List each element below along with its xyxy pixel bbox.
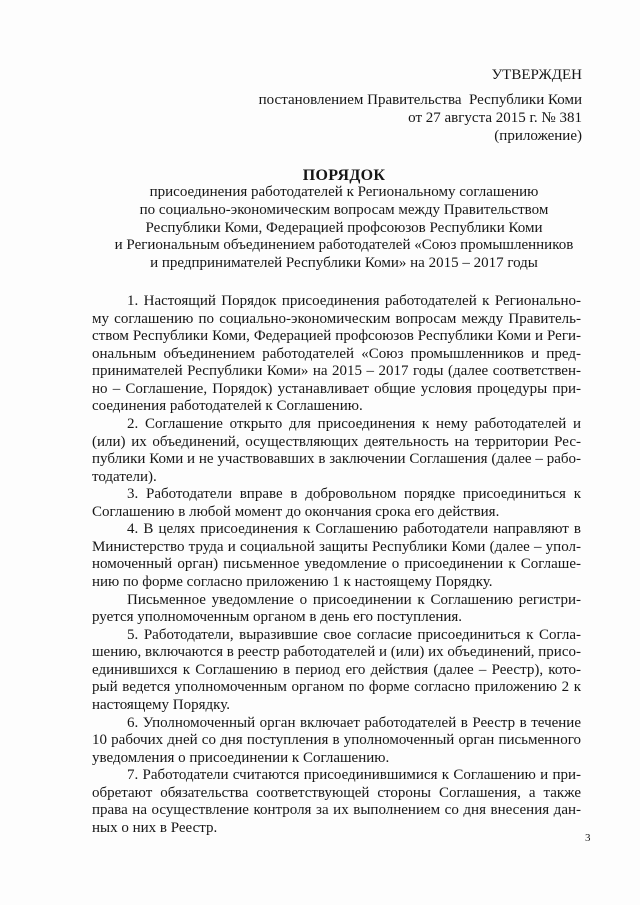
- paragraph-line: ональным объединением работодателей «Союз промышленников и пред-: [92, 345, 581, 362]
- paragraph-line: Соглашению в любой момент до окончания срока его действия.: [92, 503, 500, 520]
- paragraph: [92, 592, 581, 627]
- paragraph: [92, 627, 581, 715]
- paragraph-line: 2. Соглашение открыто для присоединения к нему работодателей и: [127, 415, 581, 432]
- document-body: [92, 293, 581, 837]
- paragraph: [92, 416, 581, 486]
- paragraph-line: тодатели).: [92, 468, 157, 485]
- paragraph-line: Письменное уведомление о присоединении к Соглашению регистри-: [127, 591, 581, 608]
- appendix-label: (приложение): [494, 128, 582, 144]
- paragraph-line: (или) их объединений, осуществляющих деятельность на территории Рес-: [92, 433, 581, 450]
- paragraph-line: 3. Работодатели вправе в добровольном порядке присоединиться к: [127, 486, 581, 503]
- paragraph-line: 4. В целях присоединения к Соглашению работодатели направляют в: [127, 521, 581, 538]
- paragraph-line: принимателей Республики Коми» на 2015 – 2017 годы (далее соответствен-: [92, 363, 581, 380]
- paragraph-line: му соглашению по социально-экономическим вопросам между Правитель-: [92, 310, 581, 327]
- paragraph-line: 10 рабочих дней со дня поступления в уполномоченный орган письменного: [92, 732, 581, 749]
- document-subtitle: [96, 184, 592, 273]
- paragraph: [92, 521, 581, 591]
- paragraph-line: нию по форме согласно приложению 1 к настоящему Порядку.: [92, 574, 493, 590]
- approved-heading: УТВЕРЖДЕН: [491, 67, 582, 83]
- subtitle-line: присоединения работодателей к Региональному соглашению: [149, 184, 539, 200]
- paragraph-line: номоченный орган) письменное уведомление о присоединении к Соглаше-: [92, 556, 581, 573]
- paragraph-line: единившихся к Соглашению в период его действия (далее – Реестр), кото-: [92, 661, 581, 678]
- approval-header: [259, 66, 582, 145]
- paragraph-line: уведомления о присоединении к Соглашению.: [92, 749, 390, 766]
- paragraph: [92, 715, 581, 768]
- paragraph-line: 6. Уполномоченный орган включает работодателей в Реестр в течение: [127, 714, 581, 731]
- decree-line: постановлением Правительства Республики Коми: [258, 92, 582, 108]
- paragraph-line: руется уполномоченным органом в день его поступления.: [92, 609, 463, 626]
- subtitle-line: и предпринимателей Республики Коми» на 2015 – 2017 годы: [150, 255, 538, 271]
- paragraph-line: ных о них в Реестр.: [92, 819, 218, 836]
- subtitle-line: и Региональным объединением работодателей «Союз промышленников: [114, 237, 574, 254]
- paragraph-line: 1. Настоящий Порядок присоединения работодателей к Регионально-: [127, 293, 581, 309]
- subtitle-line: Республики Коми, Федерацией профсоюзов Республики Коми: [145, 219, 543, 236]
- paragraph-line: ством Республики Коми, Федерацией профсоюзов Республики Коми и Реги-: [92, 328, 581, 345]
- paragraph-line: права на осуществление контроля за их выполнением со дня внесения дан-: [92, 802, 581, 819]
- paragraph-line: рый ведется уполномоченным органом по форме согласно приложению 2 к: [92, 679, 581, 696]
- paragraph-line: настоящему Порядку.: [92, 696, 230, 713]
- paragraph-line: публики Коми и не участвовавших в заключении Соглашения (далее – рабо-: [92, 451, 581, 468]
- paragraph-line: но – Соглашение, Порядок) устанавливает общие условия процедуры при-: [92, 380, 581, 397]
- paragraph-line: соединения работодателей к Соглашению.: [92, 398, 363, 415]
- paragraph-line: обретают обязательства соответствующей стороны Соглашения, а также: [92, 784, 581, 801]
- document-title: ПОРЯДОК: [302, 167, 386, 184]
- paragraph: [92, 486, 581, 521]
- page-number: 3: [585, 832, 591, 844]
- subtitle-line: по социально-экономическим вопросам между Правительством: [139, 201, 549, 218]
- paragraph-line: Министерство труда и социальной защиты Республики Коми (далее – упол-: [92, 538, 581, 555]
- paragraph-line: 7. Работодатели считаются присоединившимися к Соглашению и при-: [127, 767, 581, 784]
- paragraph-line: шению, включаются в реестр работодателей и (или) их объединений, присо-: [92, 644, 581, 661]
- paragraph: [92, 767, 581, 837]
- paragraph: [92, 293, 581, 416]
- date-number-line: от 27 августа 2015 г. № 381: [408, 110, 582, 126]
- paragraph-line: 5. Работодатели, выразившие свое согласие присоединиться к Согла-: [127, 626, 581, 643]
